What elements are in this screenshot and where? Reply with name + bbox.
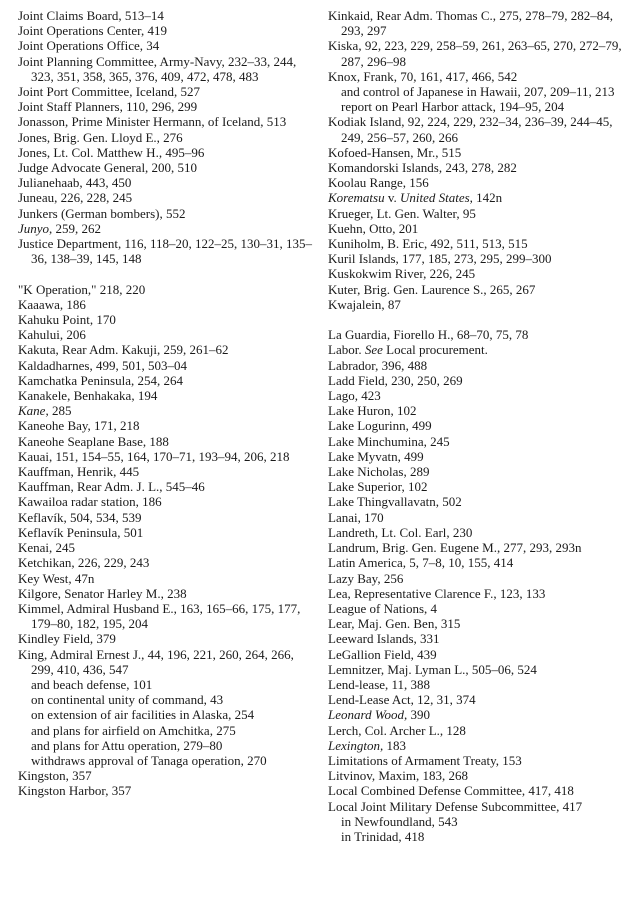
index-entry <box>328 601 628 616</box>
index-entry <box>328 69 628 84</box>
entry-text: Junkers (German bombers), 552 <box>18 205 186 221</box>
entry-text: Juneau, 226, 228, 245 <box>18 190 133 206</box>
index-entry <box>328 571 628 586</box>
entry-text: in Newfoundland, 543 <box>341 813 458 829</box>
entry-text: Kindley Field, 379 <box>18 631 116 647</box>
entry-text: Joint Staff Planners, 110, 296, 299 <box>18 99 198 115</box>
section-gap <box>328 312 628 327</box>
entry-text: 183 <box>383 737 406 753</box>
entry-text: Kimmel, Admiral Husband E., 163, 165–66, 175, 177, 179–80, 182, 195, 204 <box>18 600 301 632</box>
index-entry <box>328 647 628 662</box>
italic-text: Junyo <box>18 220 50 236</box>
index-entry <box>328 525 628 540</box>
index-entry <box>18 160 316 175</box>
index-entry <box>328 738 628 753</box>
index-entry <box>18 555 316 570</box>
index-entry <box>18 221 316 236</box>
entry-text: Kinkaid, Rear Adm. Thomas C., 275, 278–79, 282–84, 293, 297 <box>328 8 614 39</box>
index-entry <box>18 418 316 433</box>
entry-text: Kwajalein, 87 <box>328 296 401 312</box>
index-subentry <box>328 84 628 99</box>
entry-text: Kodiak Island, 92, 224, 229, 232–34, 236–39, 244–45, 249, 256–57, 260, 266 <box>328 114 613 145</box>
entry-text: Jonasson, Prime Minister Hermann, of Iceland, 513 <box>18 114 287 130</box>
entry-text: Kaneohe Bay, 171, 218 <box>18 418 140 434</box>
index-entry <box>18 342 316 357</box>
entry-text: Lend-Lease Act, 12, 31, 374 <box>328 692 476 708</box>
entry-text: Lago, 423 <box>328 388 381 404</box>
index-entry <box>328 555 628 570</box>
entry-text: Lake Huron, 102 <box>328 403 417 419</box>
entry-text: Keflavík Peninsula, 501 <box>18 524 144 540</box>
index-subentry <box>18 707 316 722</box>
entry-text: Lear, Maj. Gen. Ben, 315 <box>328 616 461 632</box>
entry-text: Kauffman, Rear Adm. J. L., 545–46 <box>18 479 205 495</box>
italic-text: Korematsu <box>328 190 385 206</box>
index-entry <box>18 145 316 160</box>
entry-text: Local Joint Military Defense Subcommittee, 417 <box>328 798 583 814</box>
index-entry <box>328 418 628 433</box>
entry-text: Lea, Representative Clarence F., 123, 133 <box>328 585 546 601</box>
italic-text: See <box>364 342 383 358</box>
index-entry <box>18 494 316 509</box>
index-entry <box>328 8 628 38</box>
index-entry <box>18 510 316 525</box>
entry-text: Julianehaab, 443, 450 <box>18 175 132 191</box>
index-entry <box>328 388 628 403</box>
italic-text: United States, <box>399 190 473 206</box>
index-entry <box>328 723 628 738</box>
entry-text: Justice Department, 116, 118–20, 122–25, 130–31, 135–36, 138–39, 145, 148 <box>18 236 313 267</box>
entry-text: Kiska, 92, 223, 229, 258–59, 261, 263–65, 270, 272–79, 287, 296–98 <box>328 38 622 69</box>
entry-text: Kauai, 151, 154–55, 164, 170–71, 193–94, 206, 218 <box>18 448 290 464</box>
entry-text: Joint Planning Committee, Army-Navy, 232–33, 244, 323, 351, 358, 365, 376, 409, 472, 478, 483 <box>18 53 297 84</box>
entry-text: Lemnitzer, Maj. Lyman L., 505–06, 524 <box>328 661 537 677</box>
index-entry <box>18 99 316 114</box>
index-subentry <box>18 677 316 692</box>
entry-text: Limitations of Armament Treaty, 153 <box>328 752 522 768</box>
index-entry <box>328 692 628 707</box>
index-entry <box>328 403 628 418</box>
index-entry <box>18 464 316 479</box>
entry-text: on extension of air facilities in Alaska, 254 <box>31 707 255 723</box>
entry-text: Lazy Bay, 256 <box>328 570 404 586</box>
index-entry <box>18 312 316 327</box>
entry-text: Keflavík, 504, 534, 539 <box>18 509 142 525</box>
entry-text: Knox, Frank, 70, 161, 417, 466, 542 <box>328 68 518 84</box>
entry-text: Koolau Range, 156 <box>328 175 429 191</box>
index-entry <box>18 586 316 601</box>
index-entry <box>18 631 316 646</box>
entry-text: withdraws approval of Tanaga operation, 270 <box>31 752 267 768</box>
index-entry <box>328 190 628 205</box>
index-entry <box>18 434 316 449</box>
index-entry <box>328 342 628 357</box>
index-entry <box>328 358 628 373</box>
entry-text: Kofoed-Hansen, Mr., 515 <box>328 144 462 160</box>
entry-text: on continental unity of command, 43 <box>31 692 224 708</box>
entry-text: LeGallion Field, 439 <box>328 646 437 662</box>
index-entry <box>328 586 628 601</box>
entry-text: report on Pearl Harbor attack, 194–95, 204 <box>341 99 565 115</box>
entry-text: and control of Japanese in Hawaii, 207, 209–11, 213 <box>341 84 615 100</box>
entry-text: Joint Operations Office, 34 <box>18 38 160 54</box>
index-entry <box>328 510 628 525</box>
entry-text: Kuter, Brig. Gen. Laurence S., 265, 267 <box>328 281 536 297</box>
italic-text: Kane, <box>18 403 49 419</box>
entry-text: "K Operation," 218, 220 <box>18 281 146 297</box>
index-entry <box>18 282 316 297</box>
entry-text: League of Nations, 4 <box>328 600 438 616</box>
entry-text: Kahului, 206 <box>18 327 86 343</box>
entry-text: Kuril Islands, 177, 185, 273, 295, 299–300 <box>328 251 552 267</box>
index-column-right <box>328 8 628 844</box>
entry-text: Kuniholm, B. Eric, 492, 511, 513, 515 <box>328 236 528 252</box>
index-entry <box>18 130 316 145</box>
entry-text: Lake Nicholas, 289 <box>328 464 430 480</box>
index-entry <box>328 327 628 342</box>
index-entry <box>328 677 628 692</box>
index-entry <box>18 525 316 540</box>
index-entry <box>18 327 316 342</box>
entry-text: 285 <box>48 403 72 419</box>
index-entry <box>328 753 628 768</box>
entry-text: Kamchatka Peninsula, 254, 264 <box>18 372 183 388</box>
entry-text: Leeward Islands, 331 <box>328 631 440 647</box>
index-entry <box>18 540 316 555</box>
entry-text: Lake Minchumina, 245 <box>328 433 450 449</box>
index-entry <box>328 464 628 479</box>
entry-text: Ketchikan, 226, 229, 243 <box>18 555 150 571</box>
index-entry <box>18 373 316 388</box>
index-entry <box>328 768 628 783</box>
index-entry <box>328 282 628 297</box>
entry-text: Kanakele, Benhakaka, 194 <box>18 388 158 404</box>
entry-text: Kaldadharnes, 499, 501, 503–04 <box>18 357 187 373</box>
index-entry <box>328 251 628 266</box>
index-entry <box>328 297 628 312</box>
index-entry <box>18 297 316 312</box>
index-entry <box>328 236 628 251</box>
index-column-left <box>18 8 316 799</box>
index-entry <box>18 403 316 418</box>
entry-text: Local Combined Defense Committee, 417, 418 <box>328 783 574 799</box>
index-subentry <box>18 692 316 707</box>
index-entry <box>328 449 628 464</box>
entry-text: 390 <box>407 707 430 723</box>
index-entry <box>328 783 628 798</box>
entry-text: Ladd Field, 230, 250, 269 <box>328 372 463 388</box>
entry-text: Labrador, 396, 488 <box>328 357 428 373</box>
entry-text: and plans for Attu operation, 279–80 <box>31 737 223 753</box>
entry-text: Labor. <box>328 342 365 358</box>
entry-text: Kauffman, Henrik, 445 <box>18 464 140 480</box>
entry-text: Lake Logurinn, 499 <box>328 418 432 434</box>
entry-text: Lend-lease, 11, 388 <box>328 676 431 692</box>
index-entry <box>328 799 628 814</box>
index-entry <box>18 601 316 631</box>
entry-text: Lake Superior, 102 <box>328 479 428 495</box>
index-entry <box>328 266 628 281</box>
entry-text: Krueger, Lt. Gen. Walter, 95 <box>328 205 476 221</box>
index-entry <box>328 662 628 677</box>
entry-text: Jones, Lt. Col. Matthew H., 495–96 <box>18 144 205 160</box>
entry-text: Komandorski Islands, 243, 278, 282 <box>328 160 517 176</box>
index-entry <box>328 160 628 175</box>
entry-text: Lake Myvatn, 499 <box>328 448 424 464</box>
entry-text: Jones, Brig. Gen. Lloyd E., 276 <box>18 129 183 145</box>
italic-text: Leonard Wood, <box>328 707 408 723</box>
entry-text: Key West, 47n <box>18 570 95 586</box>
index-subentry <box>328 814 628 829</box>
entry-text: Joint Port Committee, Iceland, 527 <box>18 84 200 100</box>
index-subentry <box>18 738 316 753</box>
index-entry <box>328 114 628 144</box>
entry-text: 142n <box>472 190 503 206</box>
index-entry <box>18 206 316 221</box>
index-entry <box>18 23 316 38</box>
entry-text: Lerch, Col. Archer L., 128 <box>328 722 466 738</box>
entry-text: Litvinov, Maxim, 183, 268 <box>328 768 468 784</box>
index-entry <box>18 388 316 403</box>
entry-text: Kuehn, Otto, 201 <box>328 220 419 236</box>
entry-text: Kaaawa, 186 <box>18 296 86 312</box>
index-entry <box>328 221 628 236</box>
index-entry <box>18 571 316 586</box>
entry-text: and beach defense, 101 <box>31 676 153 692</box>
index-entry <box>18 783 316 798</box>
index-entry <box>18 449 316 464</box>
index-entry <box>18 647 316 677</box>
index-entry <box>328 145 628 160</box>
index-entry <box>18 358 316 373</box>
italic-text: Lexington, <box>328 737 384 753</box>
index-entry <box>18 479 316 494</box>
entry-text: in Trinidad, 418 <box>341 828 425 844</box>
index-entry <box>18 236 316 266</box>
entry-text: and plans for airfield on Amchitka, 275 <box>31 722 236 738</box>
index-entry <box>18 84 316 99</box>
index-entry <box>18 114 316 129</box>
index-entry <box>328 616 628 631</box>
index-entry <box>328 631 628 646</box>
entry-text: Kahuku Point, 170 <box>18 312 116 328</box>
entry-text: Kaneohe Seaplane Base, 188 <box>18 433 169 449</box>
entry-text: Kakuta, Rear Adm. Kakuji, 259, 261–62 <box>18 342 229 358</box>
index-entry <box>328 707 628 722</box>
entry-text: Kingston Harbor, 357 <box>18 783 132 799</box>
index-entry <box>18 38 316 53</box>
section-gap <box>18 266 316 281</box>
entry-text: Lanai, 170 <box>328 509 384 525</box>
entry-text: King, Admiral Ernest J., 44, 196, 221, 260, 264, 266, 299, 410, 436, 547 <box>18 646 294 677</box>
entry-text: Joint Claims Board, 513–14 <box>18 8 164 23</box>
entry-text: Kenai, 245 <box>18 540 76 556</box>
index-entry <box>18 768 316 783</box>
index-entry <box>18 190 316 205</box>
entry-text: v. <box>384 190 400 206</box>
entry-text: Judge Advocate General, 200, 510 <box>18 160 198 176</box>
entry-text: La Guardia, Fiorello H., 68–70, 75, 78 <box>328 327 529 343</box>
entry-text: Latin America, 5, 7–8, 10, 155, 414 <box>328 555 514 571</box>
index-subentry <box>328 99 628 114</box>
index-entry <box>328 479 628 494</box>
index-entry <box>328 38 628 68</box>
entry-text: Kingston, 357 <box>18 768 92 784</box>
index-entry <box>18 175 316 190</box>
index-entry <box>328 373 628 388</box>
index-entry <box>328 175 628 190</box>
index-entry <box>328 434 628 449</box>
entry-text: Local procurement. <box>382 342 488 358</box>
entry-text: Landreth, Lt. Col. Earl, 230 <box>328 524 473 540</box>
entry-text: Kawailoa radar station, 186 <box>18 494 162 510</box>
entry-text: , 259, 262 <box>49 220 102 236</box>
index-entry <box>328 206 628 221</box>
entry-text: Lake Thingvallavatn, 502 <box>328 494 462 510</box>
index-entry <box>328 494 628 509</box>
entry-text: Landrum, Brig. Gen. Eugene M., 277, 293, 293n <box>328 540 582 556</box>
entry-text: Kilgore, Senator Harley M., 238 <box>18 585 187 601</box>
index-subentry <box>18 753 316 768</box>
index-subentry <box>328 829 628 844</box>
entry-text: Kuskokwim River, 226, 245 <box>328 266 476 282</box>
index-entry <box>328 540 628 555</box>
entry-text: Joint Operations Center, 419 <box>18 23 167 39</box>
index-subentry <box>18 723 316 738</box>
index-entry <box>18 8 316 23</box>
index-entry <box>18 54 316 84</box>
